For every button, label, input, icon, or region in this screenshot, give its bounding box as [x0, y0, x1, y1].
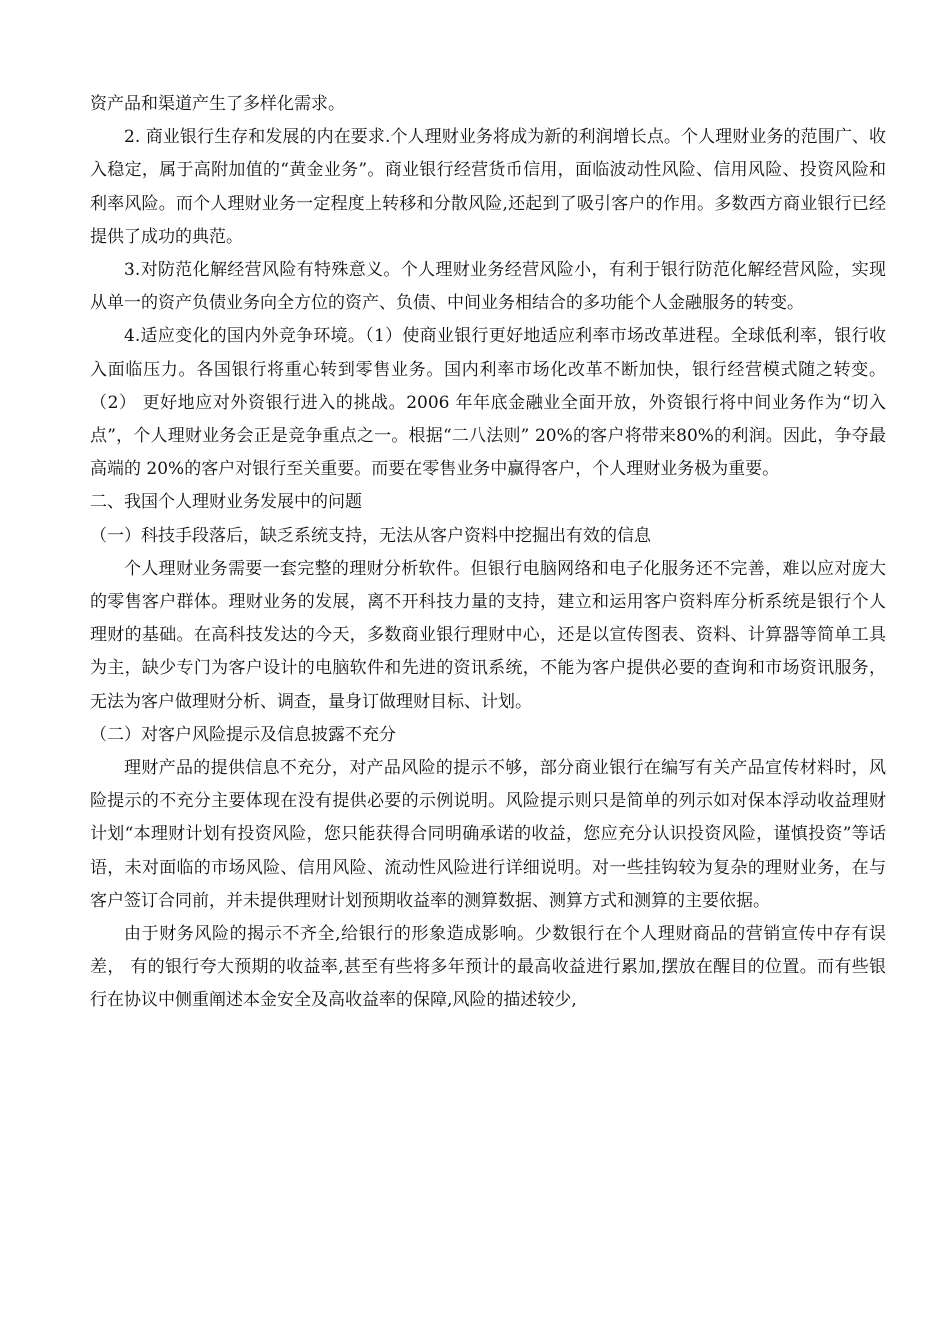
- paragraph-risk-disclosure: 理财产品的提供信息不充分，对产品风险的提示不够，部分商业银行在编写有关产品宣传材料时，风险提示的不充分主要体现在没有提供必要的示例说明。风险提示则只是简单的列示如对保本浮动收益理财计划“本理财计划有投资风险，您只能获得合同明确承诺的收益，您应充分认识投资风险，谨慎投资”等话语，未对面临的市场风险、信用风险、流动性风险进行详细说明。对一些挂钩较为复杂的理财业务，在与客户签订合同前，并未提供理财计划预期收益率的测算数据、测算方式和测算的主要依据。: [90, 758, 886, 911]
- paragraph-continuation: 资产品和渠道产生了多样化需求。: [90, 94, 345, 114]
- document-page: [90, 88, 886, 1018]
- paragraph-point-4: 4.适应变化的国内外竞争环境。（1）使商业银行更好地适应利率市场改革进程。全球低利率，银行收入面临压力。各国银行将重心转到零售业务。国内利率市场化改革不断加快，银行经营模式随之转变。（2） 更好地应对外资银行进入的挑战。2006 年年底金融业全面开放，外资银行将中间业务作为“切入点”，个人理财业务会正是竞争重点之一。根据“二八法则” 20%的客户将带来80%的利润。因此，争夺最高端的 20%的客户对银行至关重要。而要在零售业务中赢得客户，个人理财业务极为重要。: [90, 326, 886, 480]
- section-heading: 二、我国个人理财业务发展中的问题: [90, 492, 362, 513]
- subsection-heading-1: （一）科技手段落后，缺乏系统支持，无法从客户资料中挖掘出有效的信息: [90, 525, 651, 546]
- paragraph-financial-risk: 由于财务风险的揭示不齐全,给银行的形象造成影响。少数银行在个人理财商品的营销宣传中存有误差， 有的银行夸大预期的收益率,甚至有些将多年预计的最高收益进行累加,摆放在醒目的位置。而有些银行在协议中侧重阐述本金安全及高收益率的保障,风险的描述较少,: [90, 924, 886, 1011]
- subsection-heading-2: （二）对客户风险提示及信息披露不充分: [90, 724, 396, 745]
- paragraph-tech: 个人理财业务需要一套完整的理财分析软件。但银行电脑网络和电子化服务还不完善，难以应对庞大的零售客户群体。理财业务的发展，离不开科技力量的支持，建立和运用客户资料库分析系统是银行个人理财的基础。在高科技发达的今天，多数商业银行理财中心，还是以宣传图表、资料、计算器等简单工具为主，缺少专门为客户设计的电脑软件和先进的资讯系统，不能为客户提供必要的查询和市场资讯服务，无法为客户做理财分析、调查，量身订做理财目标、计划。: [90, 558, 886, 712]
- paragraph-point-3: 3.对防范化解经营风险有特殊意义。个人理财业务经营风险小，有利于银行防范化解经营风险，实现从单一的资产负债业务向全方位的资产、负债、中间业务相结合的多功能个人金融服务的转变。: [90, 260, 886, 314]
- paragraph-point-2: 2. 商业银行生存和发展的内在要求.个人理财业务将成为新的利润增长点。个人理财业务的范围广、收入稳定，属于高附加值的“黄金业务”。商业银行经营货币信用，面临波动性风险、信用风险、投资风险和利率风险。而个人理财业务一定程度上转移和分散风险,还起到了吸引客户的作用。多数西方商业银行已经提供了成功的典范。: [90, 127, 886, 247]
